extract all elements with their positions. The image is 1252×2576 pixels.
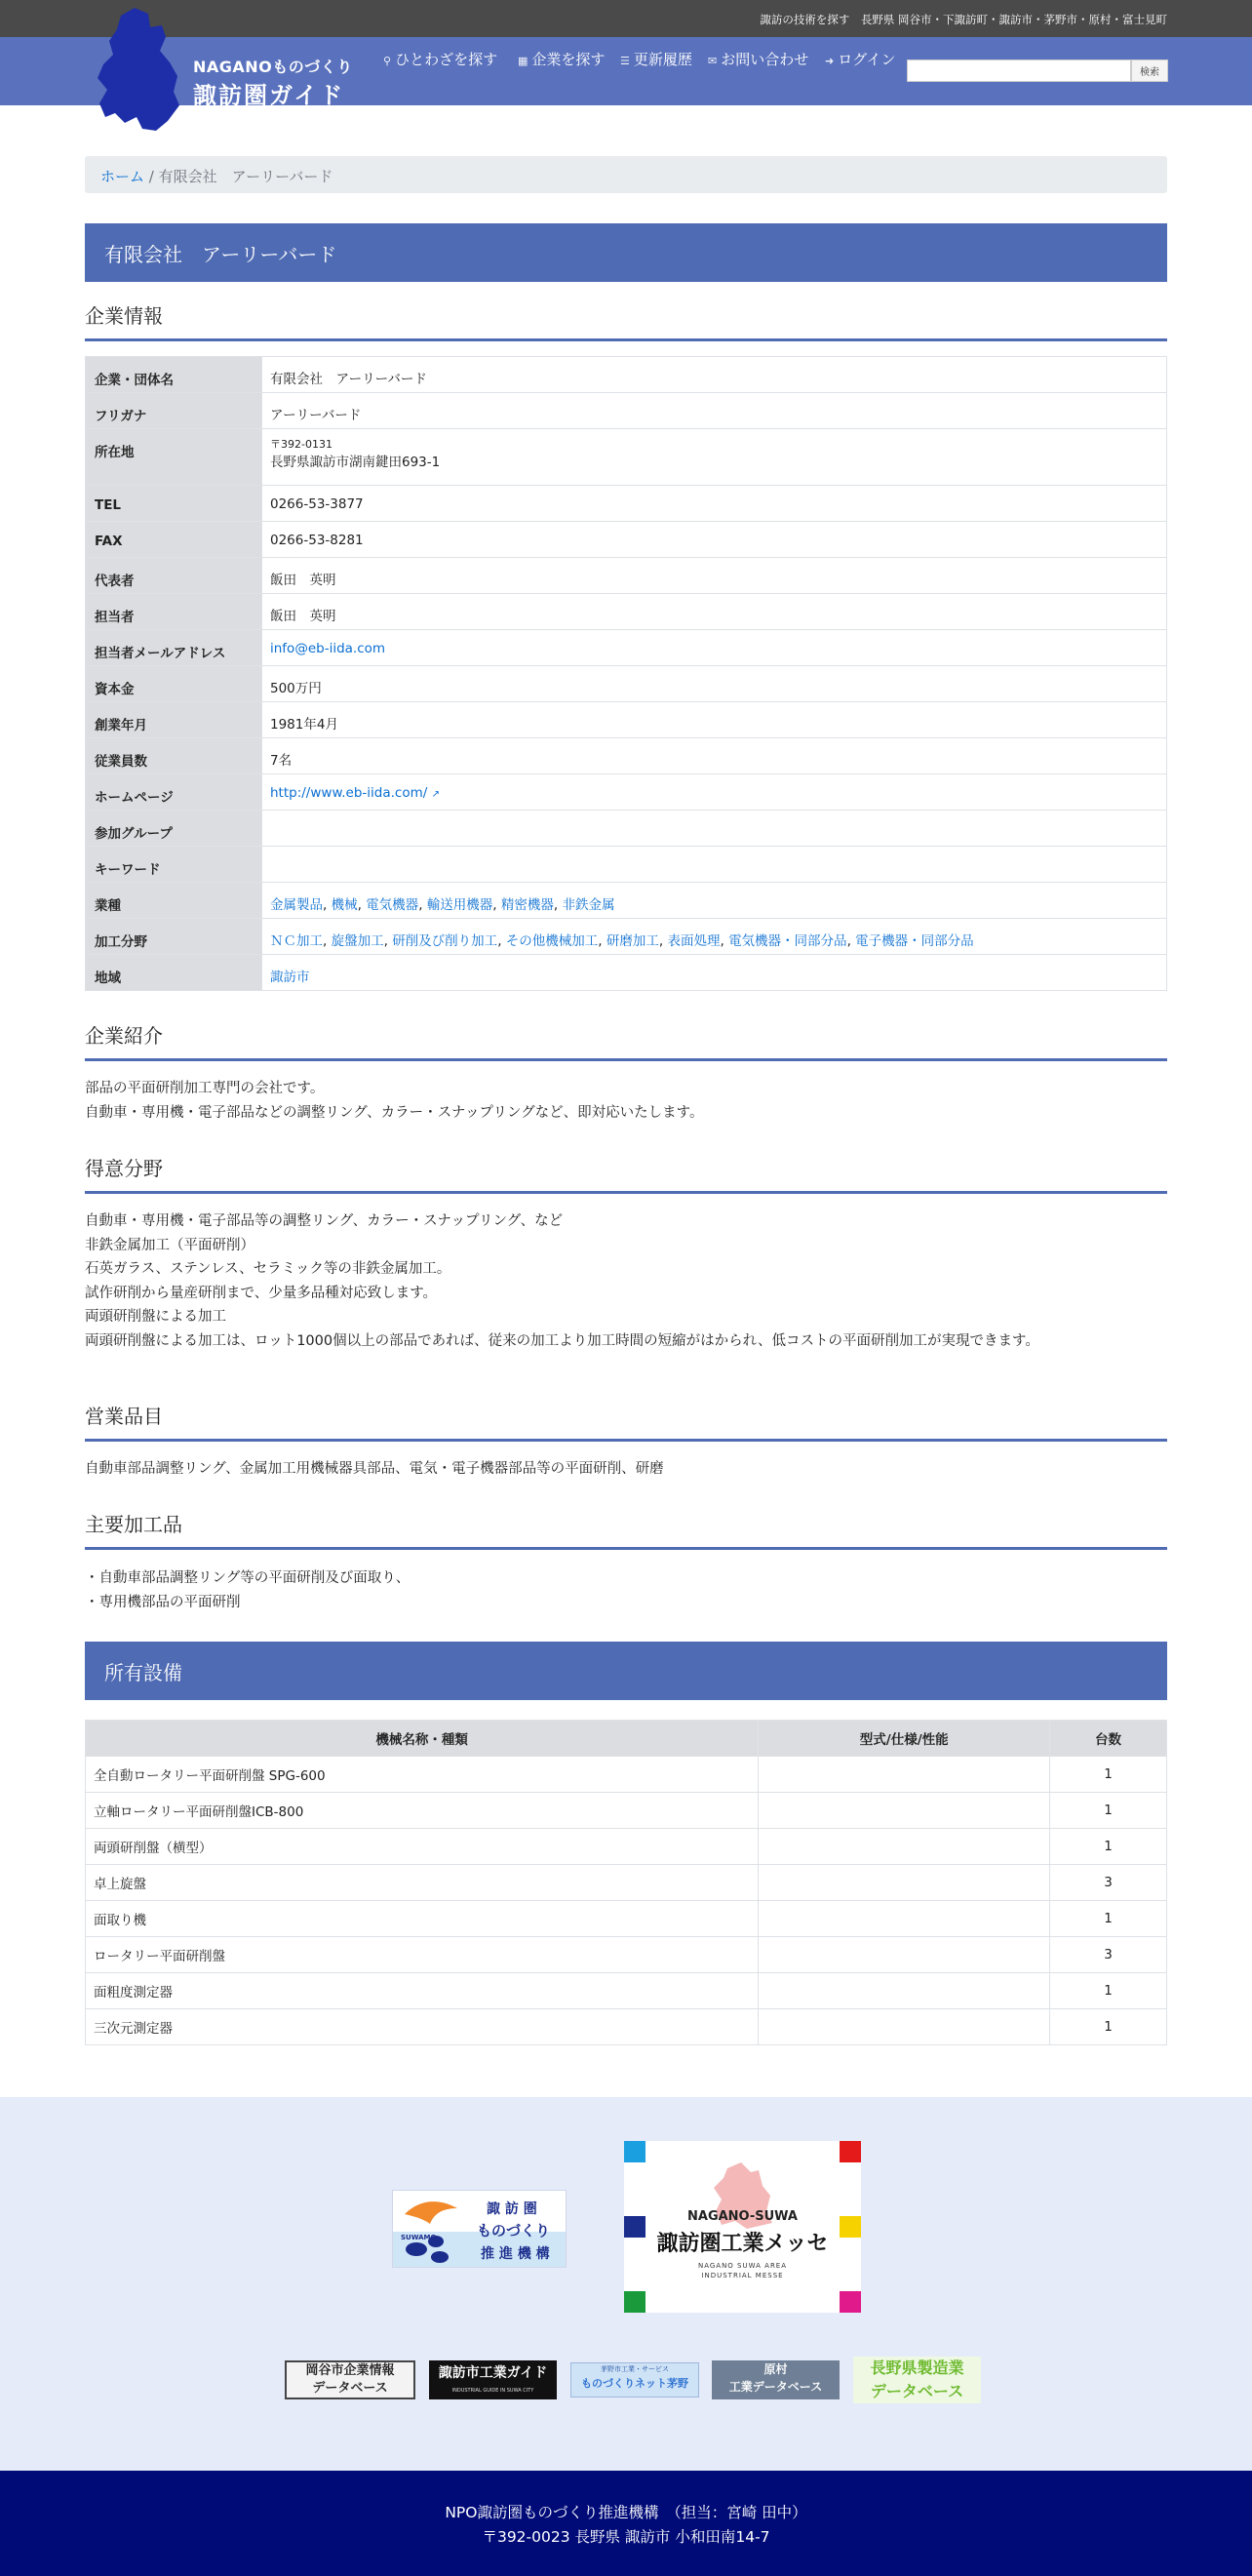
okaya-line2: データベース [312, 2381, 388, 2396]
representative-value: 飯田 英明 [262, 558, 1167, 594]
table-row [86, 558, 1167, 594]
company-info-section [85, 356, 1167, 991]
chino-main: ものづくりネット茅野 [581, 2377, 688, 2390]
table-row [86, 955, 1167, 991]
page-title: 有限会社 アーリーバード [104, 242, 337, 266]
processing-link[interactable]: 電気機器・同部分品 [728, 933, 847, 949]
founded-value: 1981年4月 [262, 702, 1167, 738]
equipment-spec [759, 1901, 1050, 1937]
site-header [0, 37, 1252, 109]
table-header-row [86, 1721, 1167, 1757]
suwamo-line3: 推 進 機 構 [481, 2246, 550, 2262]
equipment-name: 面取り機 [86, 1901, 759, 1937]
products-text [85, 1457, 1167, 1482]
equipment-spec [759, 1973, 1050, 2009]
processing-link[interactable]: 旋盤加工 [331, 933, 384, 949]
okaya-db-banner[interactable] [285, 2360, 415, 2399]
row-label: フリガナ [86, 393, 262, 429]
mail-icon: ✉ [708, 55, 718, 67]
suwa-guide-banner[interactable] [429, 2360, 557, 2399]
intro-heading: 企業紹介 [85, 1020, 1167, 1061]
building-icon: ▦ [518, 55, 528, 67]
row-label: FAX [86, 522, 262, 558]
table-row [86, 919, 1167, 955]
company-name-value: 有限会社 アーリーバード [262, 357, 1167, 393]
row-label: 担当者 [86, 594, 262, 630]
processing-link[interactable]: 研削及び削り加工 [392, 933, 498, 949]
search-input[interactable] [907, 59, 1131, 82]
equipment-spec [759, 1937, 1050, 1973]
messe-sub1-label: NAGANO SUWA AREA [697, 2262, 788, 2270]
table-row [86, 1973, 1167, 2009]
equipment-spec [759, 1757, 1050, 1793]
group-value [262, 811, 1167, 847]
processing-link[interactable]: 研磨加工 [606, 933, 659, 949]
specialty-line: 自動車・専用機・電子部品等の調整リング、カラー・スナップリング、など [85, 1213, 564, 1229]
messe-top-label: NAGANO-SUWA [687, 2209, 798, 2224]
row-label: 企業・団体名 [86, 357, 262, 393]
industry-link[interactable]: 金属製品 [270, 897, 323, 913]
top-bar-text: 諏訪の技術を探す 長野県 岡谷市・下諏訪町・諏訪市・茅野市・原村・富士見町 [760, 13, 1167, 26]
hara-db-banner[interactable] [712, 2360, 840, 2399]
specialty-text [85, 1209, 1167, 1353]
products-line: 自動車部品調整リング、金属加工用機械器具部品、電気・電子機器部品等の平面研削、研磨 [85, 1461, 664, 1477]
col-header-name: 機械名称・種類 [86, 1721, 759, 1757]
messe-banner[interactable] [624, 2141, 861, 2313]
processing-link[interactable]: 表面処理 [667, 933, 721, 949]
processing-link[interactable]: その他機械加工 [505, 933, 599, 949]
chino-net-banner[interactable] [570, 2362, 699, 2398]
site-logo[interactable] [92, 8, 365, 109]
table-row [86, 522, 1167, 558]
industry-link[interactable]: 電気機器 [366, 897, 419, 913]
breadcrumb [85, 156, 1167, 193]
row-label: TEL [86, 486, 262, 522]
equipment-count: 1 [1050, 2009, 1167, 2045]
nagano-db-banner[interactable] [853, 2357, 981, 2403]
table-row [86, 1865, 1167, 1901]
industry-cell: 金属製品, 機械, 電気機器, 輸送用機器, 精密機器, 非鉄金属 [262, 883, 1167, 919]
table-row [86, 486, 1167, 522]
capital-value: 500万円 [262, 666, 1167, 702]
breadcrumb-home-link[interactable]: ホーム [100, 168, 145, 185]
kana-value: アーリーバード [262, 393, 1167, 429]
main-products-text [85, 1566, 1167, 1614]
equipment-name: ロータリー平面研削盤 [86, 1937, 759, 1973]
row-label: 創業年月 [86, 702, 262, 738]
industry-link[interactable]: 非鉄金属 [562, 897, 615, 913]
equipment-count: 3 [1050, 1865, 1167, 1901]
hara-line2: 工業データベース [728, 2380, 823, 2394]
footer-address: 〒392-0023 長野県 諏訪市 小和田南14-7 [482, 2528, 770, 2546]
breadcrumb-separator: / [144, 168, 159, 185]
equipment-heading: 所有設備 [104, 1660, 182, 1684]
intro-line: 部品の平面研削加工専門の会社です。 [85, 1081, 325, 1096]
table-row [86, 702, 1167, 738]
processing-cell: ＮＣ加工, 旋盤加工, 研削及び削り加工, その他機械加工, 研磨加工, 表面処理, 電気機器・同部分品, 電子機器・同部分品 [262, 919, 1167, 955]
suwamo-banner[interactable] [392, 2190, 567, 2268]
homepage-link[interactable] [270, 785, 440, 801]
okaya-line1: 岡谷市企業情報 [305, 2363, 395, 2378]
footer-org: NPO諏訪圏ものづくり推進機構 （担当：宮崎 田中） [445, 2504, 807, 2521]
specialty-line: 両頭研削盤による加工 [85, 1309, 226, 1325]
industry-link[interactable]: 精密機器 [500, 897, 554, 913]
nav-item-login[interactable] [825, 49, 898, 72]
search-button[interactable]: 検索 [1131, 59, 1168, 82]
equipment-name: 両頭研削盤（横型） [86, 1829, 759, 1865]
row-label: 代表者 [86, 558, 262, 594]
search-icon: ⚲ [383, 55, 392, 67]
equipment-spec [759, 1829, 1050, 1865]
list-icon: ☰ [620, 55, 630, 67]
row-label: 所在地 [86, 429, 262, 486]
equipment-table [85, 1720, 1167, 2045]
employees-value: 7名 [262, 738, 1167, 774]
table-row [86, 630, 1167, 666]
specialty-heading: 得意分野 [85, 1153, 1167, 1194]
equipment-name: 面粗度測定器 [86, 1973, 759, 2009]
fax-value: 0266-53-8281 [262, 522, 1167, 558]
equipment-spec [759, 1865, 1050, 1901]
table-row [86, 2009, 1167, 2045]
nav-label: ログイン [838, 51, 896, 68]
suwamo-line2: ものづくり [477, 2222, 551, 2239]
equipment-count: 1 [1050, 1829, 1167, 1865]
main-products-heading: 主要加工品 [85, 1509, 1167, 1550]
table-row [86, 594, 1167, 630]
table-row [86, 1937, 1167, 1973]
company-info-heading: 企業情報 [85, 300, 1167, 341]
equipment-name: 卓上旋盤 [86, 1865, 759, 1901]
industry-link[interactable]: 機械 [331, 897, 358, 913]
row-label: 担当者メールアドレス [86, 630, 262, 666]
table-row [86, 429, 1167, 486]
equipment-name: 立軸ロータリー平面研削盤ICB-800 [86, 1793, 759, 1829]
table-row [86, 357, 1167, 393]
intro-line: 自動車・専用機・電子部品などの調整リング、カラー・スナップリングなど、即対応いたします。 [85, 1104, 704, 1121]
keyword-value [262, 847, 1167, 883]
chino-top: 茅野市工業・サービス [601, 2365, 669, 2373]
postal-code: 〒392-0131 [270, 438, 333, 451]
equipment-name: 三次元測定器 [86, 2009, 759, 2045]
nagano-db-line1: 長野県製造業 [870, 2358, 964, 2377]
table-row [86, 393, 1167, 429]
nav-label: 企業を探す [531, 51, 606, 68]
industry-link[interactable]: 輸送用機器 [426, 897, 493, 913]
equipment-count: 3 [1050, 1937, 1167, 1973]
messe-sub2-label: INDUSTRIAL MESSE [701, 2272, 784, 2279]
table-row [86, 666, 1167, 702]
homepage-cell [262, 774, 1167, 811]
breadcrumb-current: 有限会社 アーリーバード [158, 168, 333, 185]
region-link[interactable]: 諏訪市 [270, 970, 310, 985]
equipment-count: 1 [1050, 1973, 1167, 2009]
tel-value: 0266-53-3877 [262, 486, 1167, 522]
email-link[interactable]: info@eb-iida.com [270, 641, 386, 656]
row-label: 業種 [86, 883, 262, 919]
specialty-line: 石英ガラス、ステンレス、セラミック等の非鉄金属加工。 [85, 1261, 451, 1277]
email-cell [262, 630, 1167, 666]
equipment-heading-bar [85, 1642, 1167, 1700]
table-row [86, 1829, 1167, 1865]
processing-link[interactable]: ＮＣ加工 [270, 933, 323, 949]
equipment-spec [759, 1793, 1050, 1829]
processing-link[interactable]: 電子機器・同部分品 [855, 933, 974, 949]
row-label: 参加グループ [86, 811, 262, 847]
equipment-spec [759, 2009, 1050, 2045]
nav-label: お問い合わせ [721, 51, 809, 68]
page-title-bar [85, 223, 1167, 282]
table-row [86, 738, 1167, 774]
table-row [86, 774, 1167, 811]
address-cell [262, 429, 1167, 486]
nav-label: 更新履歴 [633, 51, 692, 68]
equipment-count: 1 [1050, 1793, 1167, 1829]
nav-item-contact[interactable] [708, 49, 825, 72]
intro-text [85, 1077, 1167, 1125]
row-label: 地域 [86, 955, 262, 991]
table-row [86, 883, 1167, 919]
logo-line2: 諏訪圏ガイド [193, 82, 345, 109]
equipment-count: 1 [1050, 1901, 1167, 1937]
suwamo-bird-icon [397, 2193, 465, 2267]
login-icon: ➜ [825, 55, 835, 67]
region-cell [262, 955, 1167, 991]
main-products-line: ・自動車部品調整リング等の平面研削及び面取り、 [85, 1570, 411, 1586]
table-row [86, 1901, 1167, 1937]
contact-person-value: 飯田 英明 [262, 594, 1167, 630]
row-label: 従業員数 [86, 738, 262, 774]
logo-line1: NAGANOものづくり [193, 58, 353, 76]
nav-item-history[interactable] [620, 49, 708, 72]
specialty-line: 両頭研削盤による加工は、ロット1000個以上の部品であれば、従来の加工より加工時間の短縮がはかられ、低コストの平面研削加工が実現できます。 [85, 1332, 1039, 1349]
main-nav [383, 49, 898, 72]
company-info-table [85, 356, 1167, 991]
nav-label: ひとわざを探す [395, 51, 498, 68]
hara-line1: 原村 [763, 2362, 788, 2376]
suwa-guide-main: 諏訪市工業ガイド [438, 2365, 548, 2381]
specialty-line: 非鉄金属加工（平面研削） [85, 1237, 254, 1253]
suwamo-small-label: SUWAMO [401, 2234, 437, 2241]
nagano-map-logo-icon [92, 8, 185, 135]
table-row [86, 847, 1167, 883]
products-heading: 営業品目 [85, 1401, 1167, 1442]
site-footer [0, 2471, 1252, 2576]
address-value: 長野県諏訪市湖南鍵田693-1 [270, 455, 441, 470]
row-label: 資本金 [86, 666, 262, 702]
suwa-guide-sub: INDUSTRIAL GUIDE IN SUWA CITY [451, 2388, 534, 2394]
equipment-count: 1 [1050, 1757, 1167, 1793]
search-form [907, 59, 1168, 82]
row-label: 加工分野 [86, 919, 262, 955]
col-header-count: 台数 [1050, 1721, 1167, 1757]
footer-banners [0, 2097, 1252, 2471]
row-label: ホームページ [86, 774, 262, 811]
equipment-name: 全自動ロータリー平面研削盤 SPG-600 [86, 1757, 759, 1793]
homepage-link-text: http://www.eb-iida.com/ [270, 785, 432, 801]
table-row [86, 811, 1167, 847]
main-products-line: ・専用機部品の平面研削 [85, 1594, 241, 1610]
suwamo-line1: 諏 訪 圏 [487, 2201, 537, 2217]
external-link-icon: ↗ [431, 789, 440, 800]
row-label: キーワード [86, 847, 262, 883]
nagano-db-line2: データベース [870, 2382, 964, 2400]
nav-item-skill-search[interactable] [383, 49, 518, 72]
col-header-spec: 型式/仕様/性能 [759, 1721, 1050, 1757]
messe-main-label: 諏訪圏工業メッセ [656, 2232, 829, 2256]
table-row [86, 1757, 1167, 1793]
nav-item-company-search[interactable] [518, 49, 620, 72]
equipment-section [85, 1720, 1167, 2045]
specialty-line: 試作研削から量産研削まで、少量多品種対応致します。 [85, 1285, 438, 1301]
table-row [86, 1793, 1167, 1829]
